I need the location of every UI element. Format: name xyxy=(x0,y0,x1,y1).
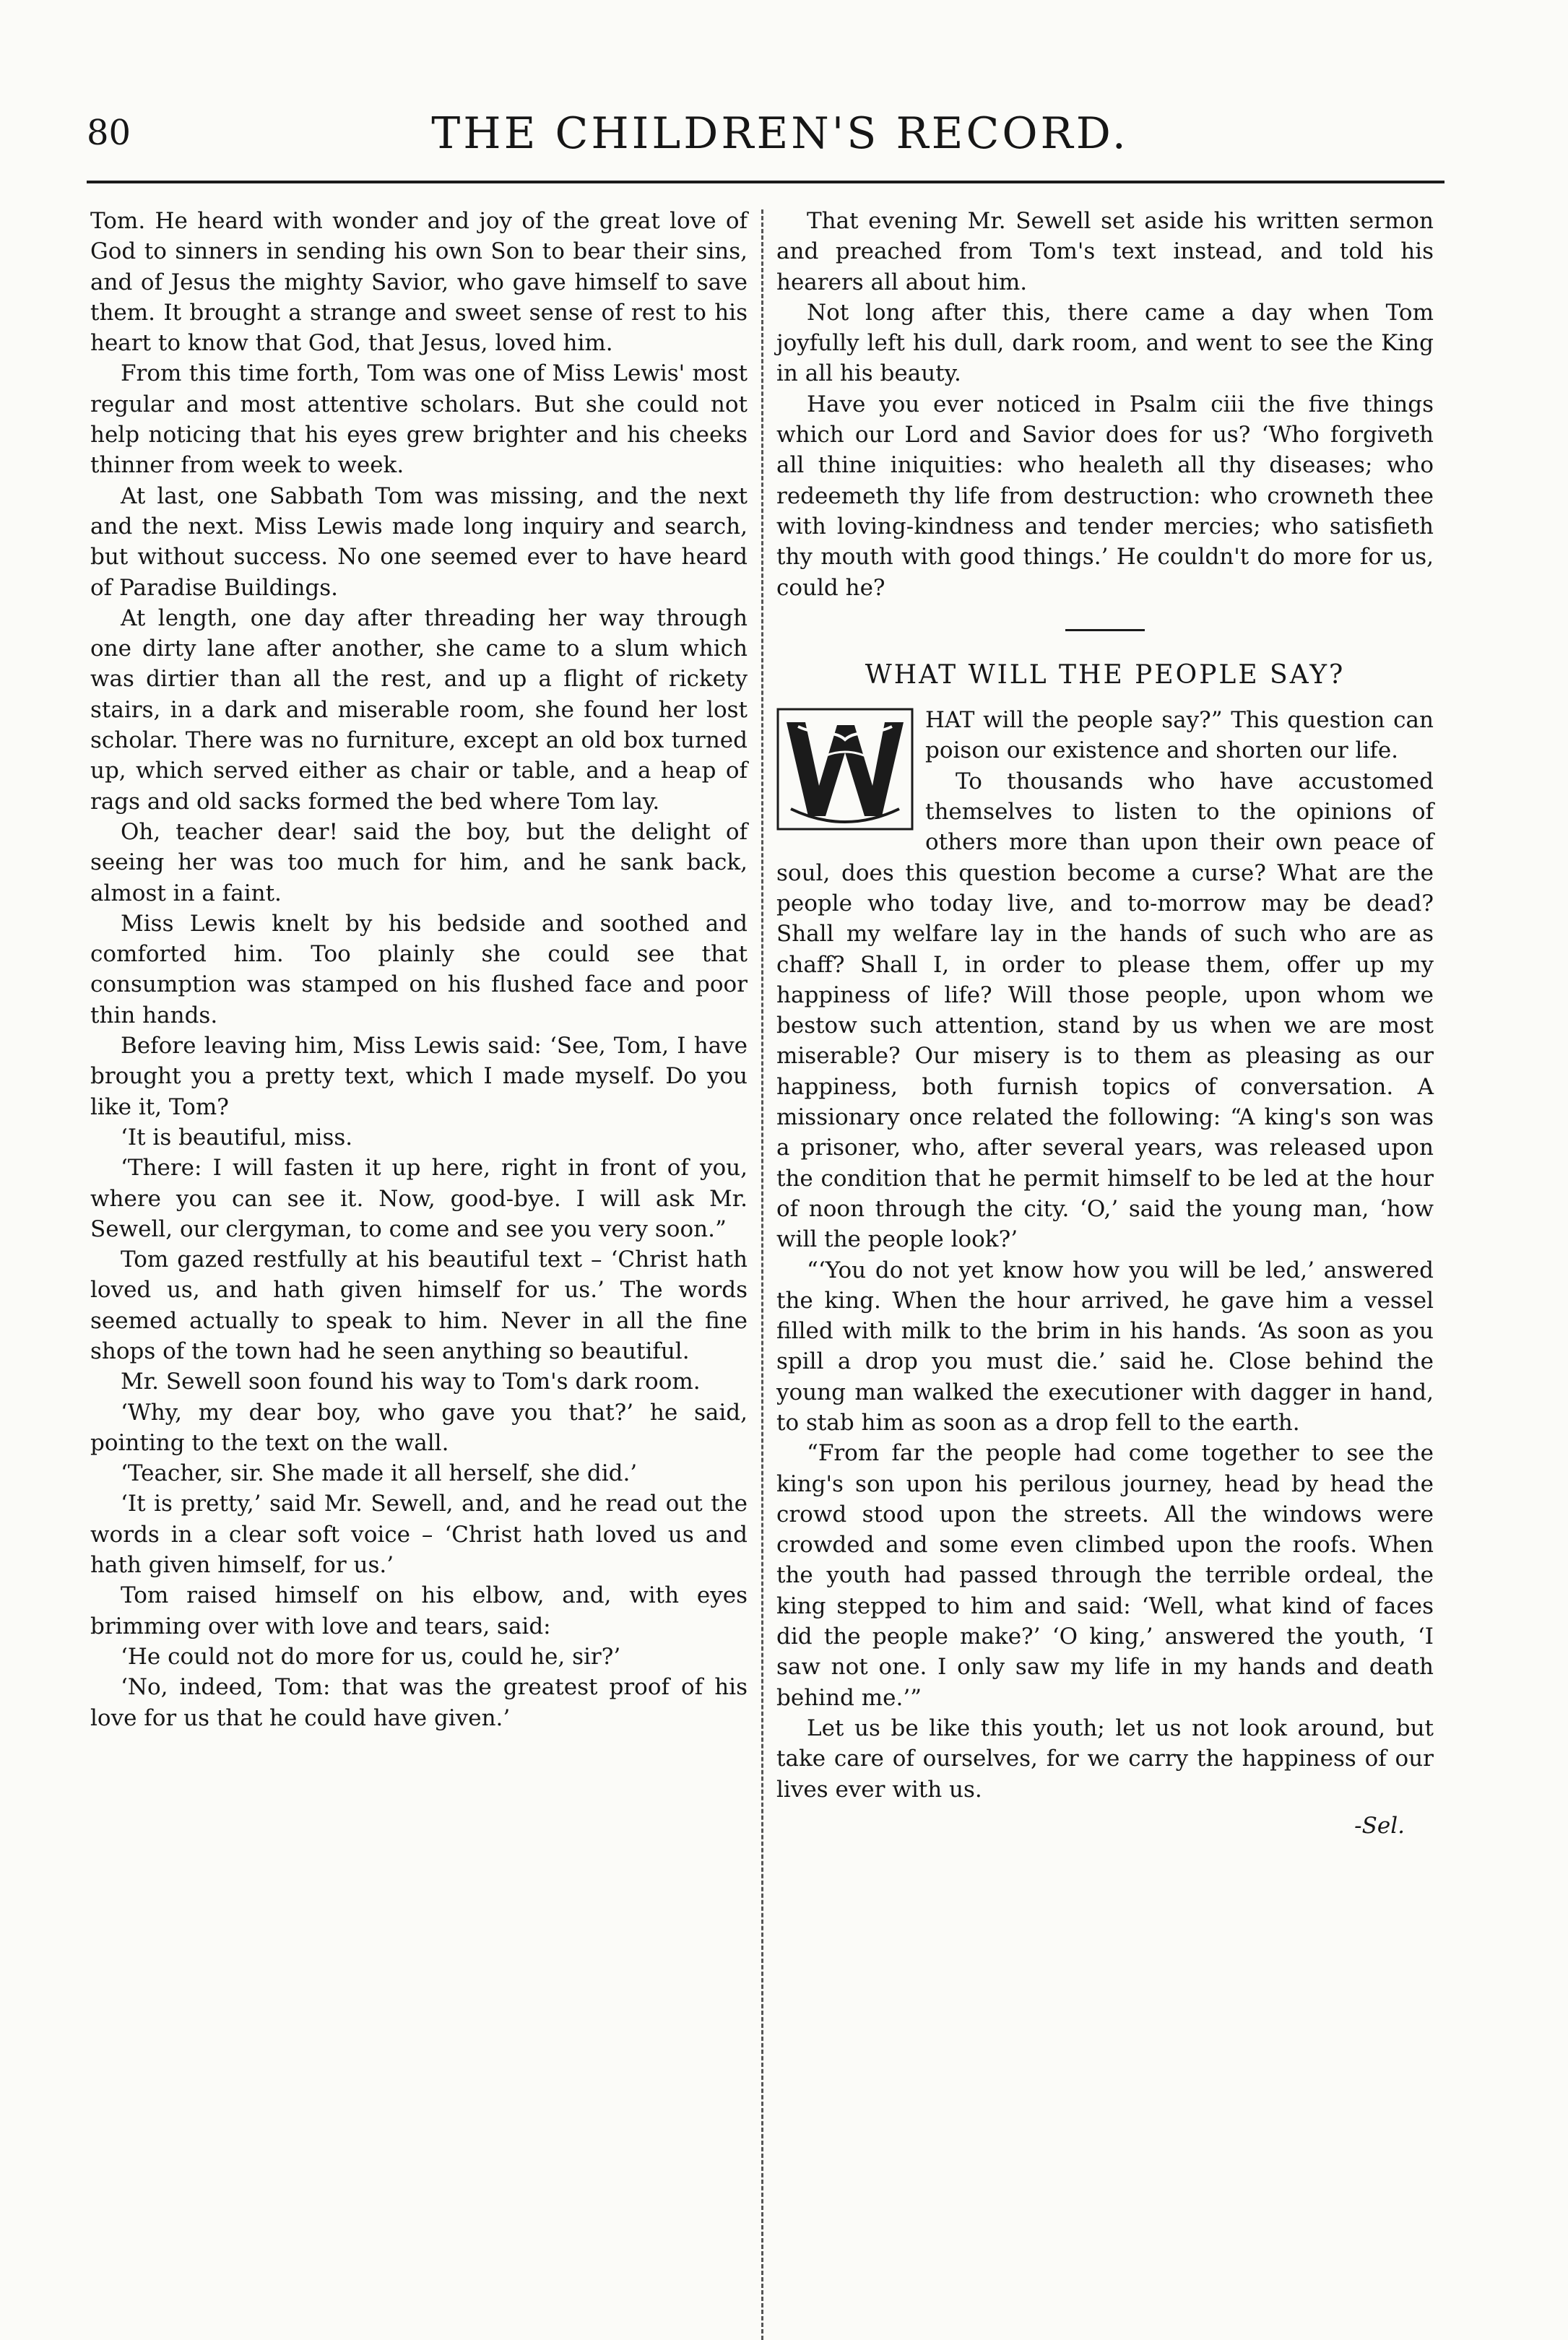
paragraph: To thousands who have accustomed themselves to listen to the opinions of others more than upon their own peace of soul, does this question become a curse? What are the people who today live, and to-morrow may be dead? Shall my welfare lay in the hands of such who are as chaff? Shall I, in order to please them, offer up my happiness of life? Will those people, upon whom we bestow such attention, stand by us when we are most miserable? Our misery is to them as pleasing as our happiness, both furnish topics of conversation. A missionary once related the following: “A king's son was a prisoner, who, after several years, was released upon the condition that he permit himself to be led at the hour of noon through the city. ‘O,’ said the young man, ‘how will the people look?’ xyxy=(776,768,1434,1253)
paragraph: ‘It is pretty,’ said Mr. Sewell, and, and he read out the words in a clear soft voice – ‘Christ hath loved us and hath given himself, for us.’ xyxy=(90,1491,748,1579)
paragraph: Tom gazed restfully at his beautiful text – ‘Christ hath loved us, and hath given himself for us.’ The words seemed actually to speak to him. Never in all the fine shops of the town had he seen anything so beautiful. xyxy=(90,1247,748,1364)
right-column xyxy=(776,206,1434,1841)
left-column xyxy=(90,206,748,1733)
article-first-line: HAT will the people say?” This question can poison our existence and shorten our life. xyxy=(925,707,1434,764)
paragraph: “From far the people had come together to see the king's son upon his perilous journey, head by head the crowd stood upon the streets. All the windows were crowded and some even climbed upon the roofs. When the youth had passed through the terrible ordeal, the king stepped to him and said: ‘Well, what kind of faces did the people make?’ ‘O king,’ answered the youth, ‘I saw not one. I only saw my life in my hands and death behind me.’” xyxy=(776,1440,1434,1711)
page-header xyxy=(87,108,1473,173)
drop-cap xyxy=(776,708,914,831)
paragraph: Tom raised himself on his elbow, and, with eyes brimming over with love and tears, said: xyxy=(90,1582,748,1639)
paragraph: Let us be like this youth; let us not look around, but take care of ourselves, for we carry the happiness of our lives ever with us. xyxy=(776,1715,1434,1803)
ornamental-drop-cap-icon xyxy=(776,708,914,831)
section-title: WHAT WILL THE PEOPLE SAY? xyxy=(865,659,1346,690)
paragraph: ‘It is beautiful, miss. xyxy=(121,1124,353,1150)
paragraph: That evening Mr. Sewell set aside his written sermon and preached from Tom's text instead, and told his hearers all about him. xyxy=(776,208,1434,295)
paragraph: At last, one Sabbath Tom was missing, and the next and the next. Miss Lewis made long inquiry and search, but without success. No one seemed ever to have heard of Paradise Buildings. xyxy=(90,482,748,601)
paragraph: Before leaving him, Miss Lewis said: ‘See, Tom, I have brought you a pretty text, which I made myself. Do you like it, Tom? xyxy=(90,1033,748,1120)
paragraph: At length, one day after threading her way through one dirty lane after another, she came to a slum which was dirtier than all the rest, and up a flight of rickety stairs, in a dark and miserable room, she found her lost scholar. There was no furniture, except an old box turned up, which served either as chair or table, and a heap of rags and old sacks formed the bed where Tom lay. xyxy=(90,604,748,815)
paragraph: ‘Teacher, sir. She made it all herself, she did.’ xyxy=(121,1460,638,1487)
header-rule xyxy=(87,181,1444,183)
paragraph: ‘He could not do more for us, could he, sir?’ xyxy=(121,1643,621,1670)
paragraph: From this time forth, Tom was one of Miss Lewis' most regular and most attentive scholars. But she could not help noticing that his eyes grew brighter and his cheeks thinner from week to week. xyxy=(90,360,748,479)
paragraph: Mr. Sewell soon found his way to Tom's dark room. xyxy=(121,1369,701,1395)
column-divider xyxy=(761,209,763,2340)
paragraph: Oh, teacher dear! said the boy, but the delight of seeing her was too much for him, and he sank back, almost in a faint. xyxy=(90,818,748,906)
paragraph: Tom. He heard with wonder and joy of the great love of God to sinners in sending his own Son to bear their sins, and of Jesus the mighty Savior, who gave himself to save them. It brought a strange and sweet sense of rest to his heart to know that God, that Jesus, loved him. xyxy=(90,208,748,357)
page-number: 80 xyxy=(87,113,131,153)
signature: -Sel. xyxy=(1354,1812,1405,1839)
paragraph: Not long after this, there came a day when Tom joyfully left his dull, dark room, and went to see the King in all his beauty. xyxy=(776,299,1434,387)
running-title: THE CHILDREN'S RECORD. xyxy=(431,108,1129,159)
paragraph: Have you ever noticed in Psalm ciii the five things which our Lord and Savior does for us? ‘Who forgiveth all thine iniquities: who healeth all thy diseases; who redeemeth thy life from destruction: who crowneth thee with loving-kindness and tender mercies; who satisfieth thy mouth with good things.’ He couldn't do more for us, could he? xyxy=(776,391,1434,601)
section-divider xyxy=(1065,629,1145,631)
paragraph: ‘There: I will fasten it up here, right in front of you, where you can see it. Now, good-bye. I will ask Mr. Sewell, our clergyman, to come and see you very soon.” xyxy=(90,1155,748,1242)
paragraph: “‘You do not yet know how you will be led,’ answered the king. When the hour arrived, he gave him a vessel filled with milk to the brim in his hands. ‘As soon as you spill a drop you must die.’ said he. Close behind the young man walked the executioner with dagger in hand, to stab him as soon as a drop fell to the earth. xyxy=(776,1257,1434,1436)
paragraph: Miss Lewis knelt by his bedside and soothed and comforted him. Too plainly she could see that consumption was stamped on his flushed face and poor thin hands. xyxy=(90,910,748,1028)
paragraph: ‘No, indeed, Tom: that was the greatest proof of his love for us that he could have given.’ xyxy=(90,1674,748,1731)
paragraph: ‘Why, my dear boy, who gave you that?’ he said, pointing to the text on the wall. xyxy=(90,1399,748,1456)
article-opening xyxy=(776,705,1434,766)
